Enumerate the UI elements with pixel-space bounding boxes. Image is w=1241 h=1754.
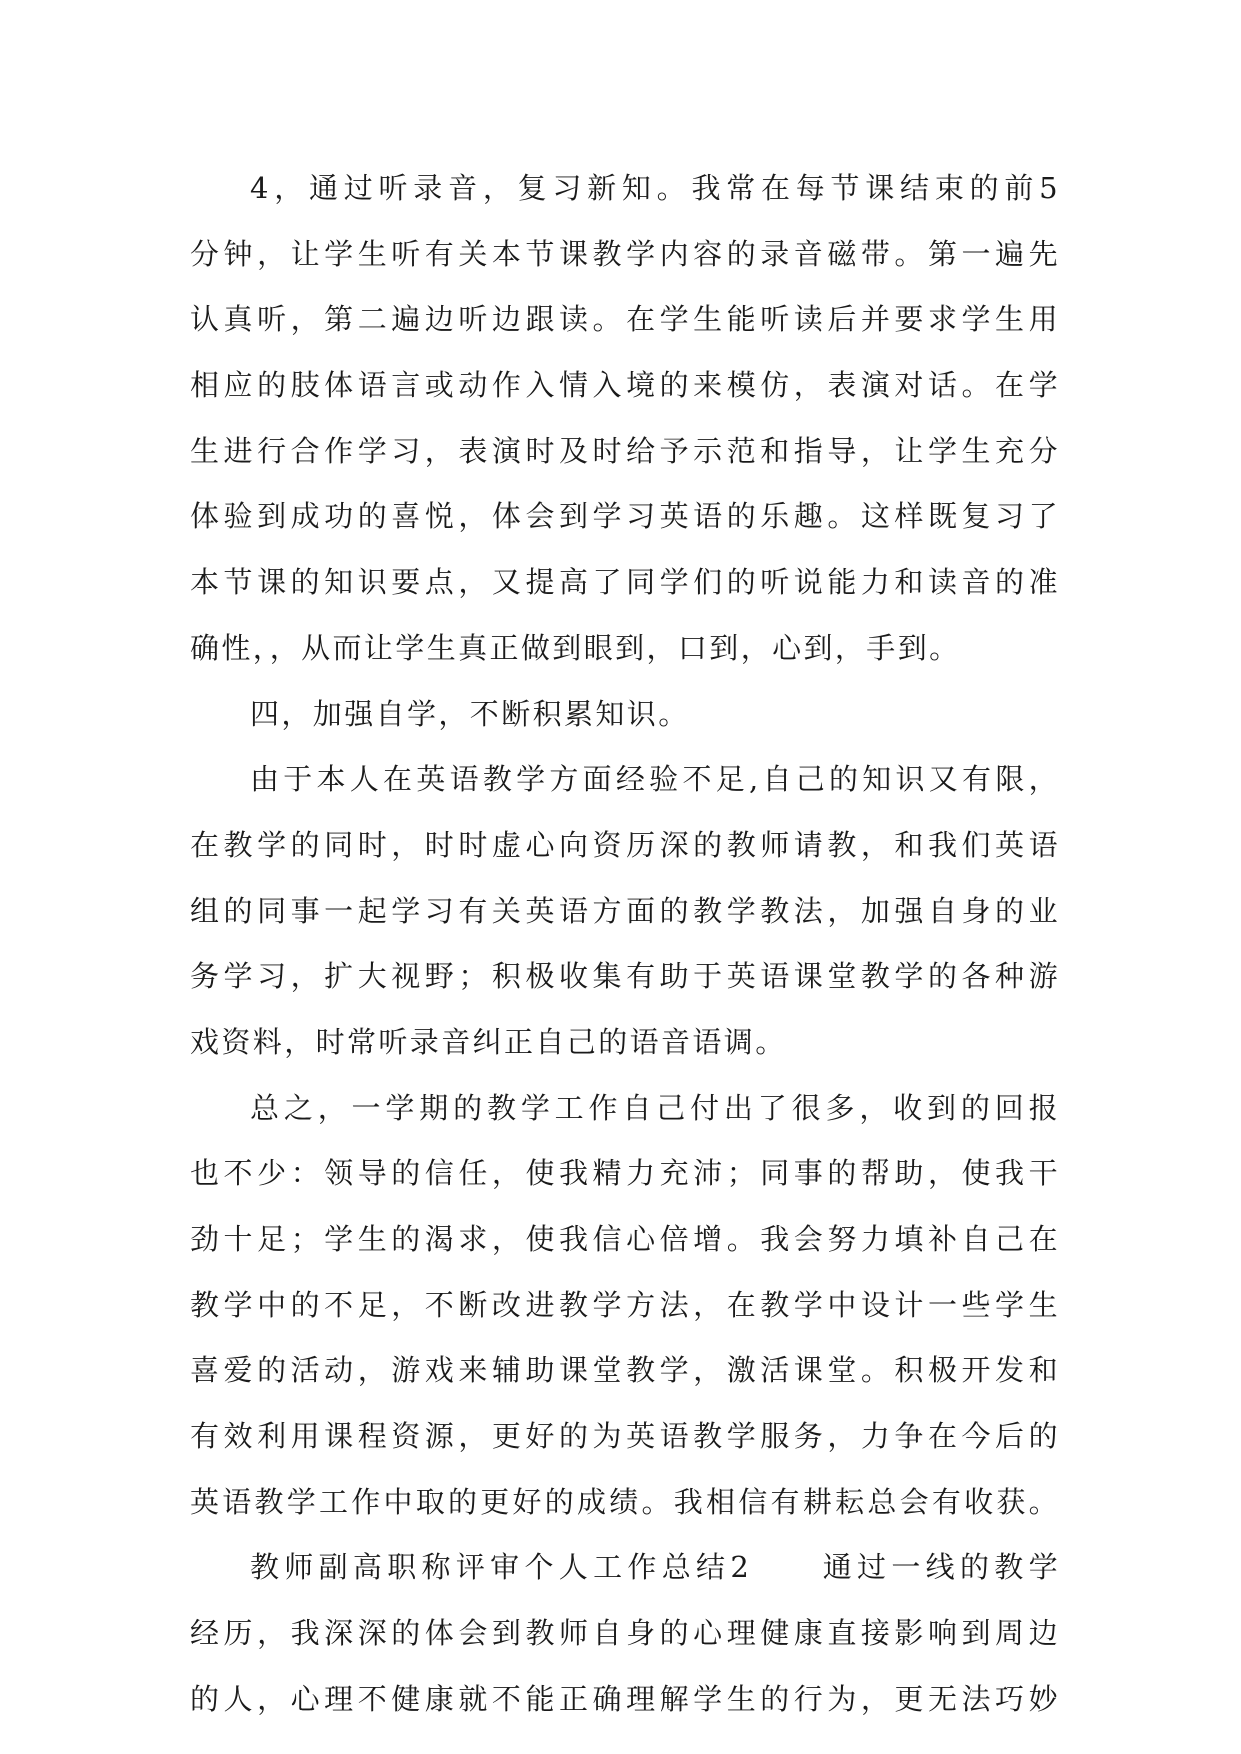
- paragraph-line: 有效利用课程资源，更好的为英语教学服务，力争在今后的: [190, 1419, 1060, 1454]
- paragraph-line: 本节课的知识要点，又提高了同学们的听说能力和读音的准: [190, 565, 1060, 600]
- paragraph-line: 的人，心理不健康就不能正确理解学生的行为，更无法巧妙: [190, 1681, 1060, 1716]
- paragraph-line: 体验到成功的喜悦，体会到学习英语的乐趣。这样既复习了: [190, 499, 1060, 534]
- section-heading: 四，加强自学，不断积累知识。: [250, 696, 690, 731]
- paragraph-line: 认真听，第二遍边听边跟读。在学生能听读后并要求学生用: [190, 302, 1060, 337]
- paragraph-line: 4，通过听录音，复习新知。我常在每节课结束的前5: [250, 171, 1060, 205]
- paragraph-line: 教学中的不足，不断改进教学方法，在教学中设计一些学生: [190, 1287, 1060, 1322]
- paragraph-line: 也不少：领导的信任，使我精力充沛；同事的帮助，使我干: [190, 1156, 1060, 1191]
- paragraph-line: 相应的肢体语言或动作入情入境的来模仿，表演对话。在学: [190, 368, 1060, 403]
- paragraph-line: 教师副高职称评审个人工作总结2 通过一线的教学: [250, 1550, 1060, 1585]
- paragraph-line: 生进行合作学习，表演时及时给予示范和指导，让学生充分: [190, 433, 1060, 468]
- paragraph-line: 戏资料，时常听录音纠正自己的语音语调。: [190, 1024, 787, 1059]
- paragraph-line: 组的同事一起学习有关英语方面的教学教法，加强自身的业: [190, 893, 1060, 928]
- paragraph-line: 经历，我深深的体会到教师自身的心理健康直接影响到周边: [190, 1616, 1060, 1651]
- paragraph-line: 喜爱的活动，游戏来辅助课堂教学，激活课堂。积极开发和: [190, 1353, 1060, 1388]
- paragraph-line: 英语教学工作中取的更好的成绩。我相信有耕耘总会有收获。: [190, 1484, 1060, 1519]
- paragraph-line: 总之，一学期的教学工作自己付出了很多，收到的回报: [250, 1090, 1060, 1125]
- paragraph-line: 在教学的同时，时时虚心向资历深的教师请教，和我们英语: [190, 827, 1060, 862]
- paragraph-line: 确性，，从而让学生真正做到眼到，口到，心到，手到。: [190, 630, 961, 665]
- document-body: [190, 156, 1060, 1733]
- paragraph-line: 劲十足；学生的渴求，使我信心倍增。我会努力填补自己在: [190, 1222, 1060, 1256]
- paragraph-line: 务学习，扩大视野；积极收集有助于英语课堂教学的各种游: [190, 959, 1060, 994]
- paragraph-line: 分钟，让学生听有关本节课教学内容的录音磁带。第一遍先: [190, 236, 1060, 271]
- paragraph-line: 由于本人在英语教学方面经验不足,自己的知识又有限，: [250, 762, 1060, 797]
